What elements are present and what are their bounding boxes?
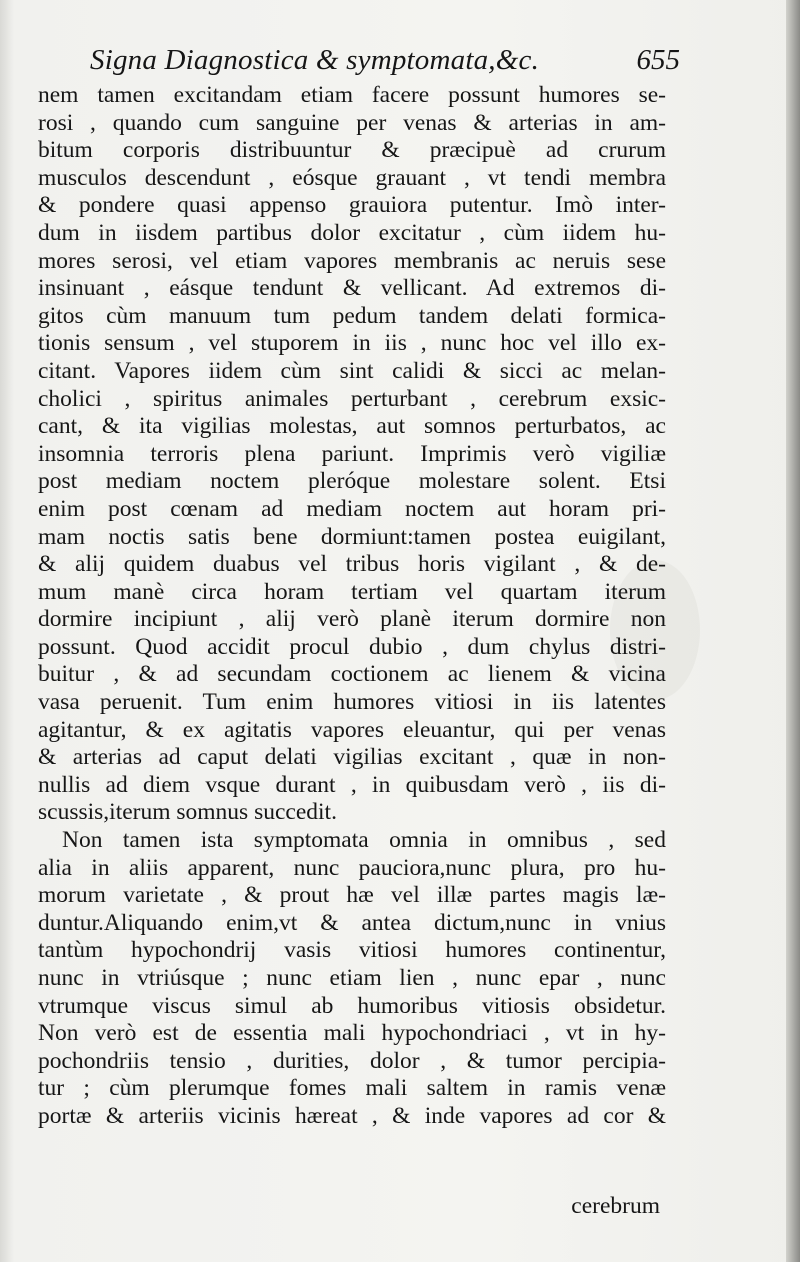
text-line: scussis,iterum somnus succedit.	[38, 799, 337, 826]
text-line: dormire incipiunt , alij verò planè iterum dormire non	[38, 606, 666, 633]
text-line: tur ; cùm plerumque fomes mali saltem in ramis venæ	[38, 1075, 666, 1102]
text-line: tionis sensum , vel stuporem in iis , nunc hoc vel illo ex-	[38, 330, 666, 357]
text-line: duntur.Aliquando enim,vt & antea dictum,nunc in vnius	[38, 909, 666, 936]
page-edge-shadow	[786, 0, 800, 1262]
text-line: vtrumque viscus simul ab humoribus vitiosis obsidetur.	[38, 992, 666, 1019]
text-line: nunc in vtriúsque ; nunc etiam lien , nunc epar , nunc	[38, 965, 666, 991]
text-line: nem tamen excitandam etiam facere possunt humores se-	[38, 82, 666, 108]
text-line: mam noctis satis bene dormiunt:tamen postea euigilant,	[38, 523, 666, 550]
text-line: agitantur, & ex agitatis vapores eleuantur, qui per venas	[38, 716, 666, 743]
text-line: pochondriis tensio , durities, dolor , & tumor percipia-	[38, 1047, 666, 1074]
text-line: mores serosi, vel etiam vapores membranis ac neruis sese	[38, 247, 666, 274]
text-line: dum in iisdem partibus dolor excitatur , cùm iidem hu-	[38, 219, 666, 246]
text-line: & pondere quasi appenso grauiora putentur. Imò inter-	[38, 192, 666, 219]
text-line: Non tamen ista symptomata omnia in omnibus , sed	[62, 827, 666, 854]
text-line: cant, & ita vigilias molestas, aut somnos perturbatos, ac	[38, 413, 666, 440]
text-line: possunt. Quod accidit procul dubio , dum chylus distri-	[38, 633, 666, 660]
text-line: portæ & arteriis vicinis hæreat , & inde vapores ad cor &	[38, 1102, 666, 1129]
body-text	[38, 82, 666, 1131]
running-head: Signa Diagnostica & symptomata,&c.	[90, 44, 540, 76]
text-line: Non verò est de essentia mali hypochondriaci , vt in hy-	[38, 1020, 666, 1047]
text-line: buitur , & ad secundam coctionem ac lienem & vicina	[38, 661, 666, 688]
text-line: insinuant , eásque tendunt & vellicant. Ad extremos di-	[38, 275, 666, 302]
text-line: & alij quidem duabus vel tribus horis vigilant , & de-	[38, 551, 666, 578]
paragraph	[38, 827, 666, 1131]
text-line: post mediam noctem pleróque molestare solent. Etsi	[38, 468, 666, 495]
text-line: vasa peruenit. Tum enim humores vitiosi in iis latentes	[38, 689, 666, 716]
text-line: tantùm hypochondrij vasis vitiosi humores continentur,	[38, 937, 666, 964]
text-line: mum manè circa horam tertiam vel quartam iterum	[38, 578, 666, 605]
text-line: alia in aliis apparent, nunc pauciora,nunc plura, pro hu-	[38, 854, 666, 881]
paragraph	[38, 82, 666, 827]
text-line: cholici , spiritus animales perturbant , cerebrum exsic-	[38, 385, 666, 412]
catchword: cerebrum	[571, 1193, 660, 1219]
text-line: morum varietate , & prout hæ vel illæ partes magis læ-	[38, 882, 666, 909]
text-line: & arterias ad caput delati vigilias excitant , quæ in non-	[38, 744, 666, 771]
page-number: 655	[636, 44, 680, 76]
text-line: nullis ad diem vsque durant , in quibusdam verò , iis di-	[38, 771, 666, 798]
text-line: gitos cùm manuum tum pedum tandem delati formica-	[38, 302, 666, 329]
text-line: enim post cœnam ad mediam noctem aut horam pri-	[38, 495, 666, 522]
text-line: rosi , quando cum sanguine per venas & arterias in am-	[38, 109, 666, 136]
page-header	[90, 44, 680, 84]
text-line: citant. Vapores iidem cùm sint calidi & sicci ac melan-	[38, 357, 666, 384]
text-line: insomnia terroris plena pariunt. Imprimis verò vigiliæ	[38, 440, 666, 467]
text-line: bitum corporis distribuuntur & præcipuè ad crurum	[38, 137, 666, 164]
text-line: musculos descendunt , eósque grauant , vt tendi membra	[38, 164, 666, 191]
